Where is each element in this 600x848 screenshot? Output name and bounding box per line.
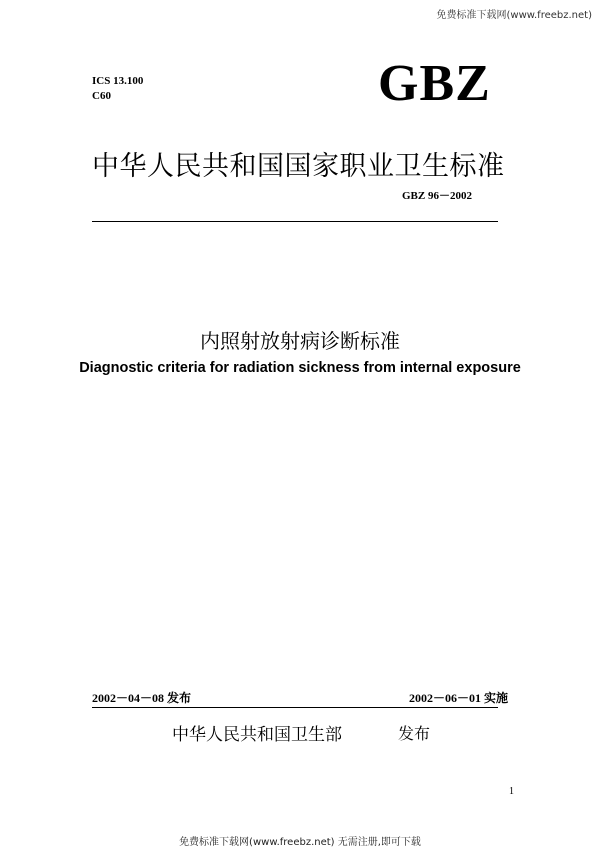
footer-divider [92, 707, 498, 708]
page-number: 1 [509, 786, 514, 797]
gbz-logo: GBZ [378, 55, 491, 112]
header-divider [92, 221, 498, 222]
document-title-cn: 内照射放射病诊断标准 [200, 329, 400, 353]
classification-code: C60 [92, 90, 111, 102]
publish-label: 发布 [398, 724, 431, 743]
document-title-en: Diagnostic criteria for radiation sickness from internal exposure [79, 360, 521, 376]
issuer: 中华人民共和国卫生部 [172, 725, 342, 745]
issue-date: 2002－04－08 发布 [92, 691, 192, 705]
implementation-date: 2002－06－01 实施 [409, 691, 509, 705]
watermark-bottom: 免费标准下载网(www.freebz.net) 无需注册,即可下载 [179, 837, 421, 848]
standard-number: GBZ 96－2002 [402, 190, 472, 202]
standard-title: 中华人民共和国国家职业卫生标准 [92, 151, 505, 182]
watermark-top: 免费标准下载网(www.freebz.net) [436, 10, 592, 21]
ics-code: ICS 13.100 [92, 75, 144, 87]
